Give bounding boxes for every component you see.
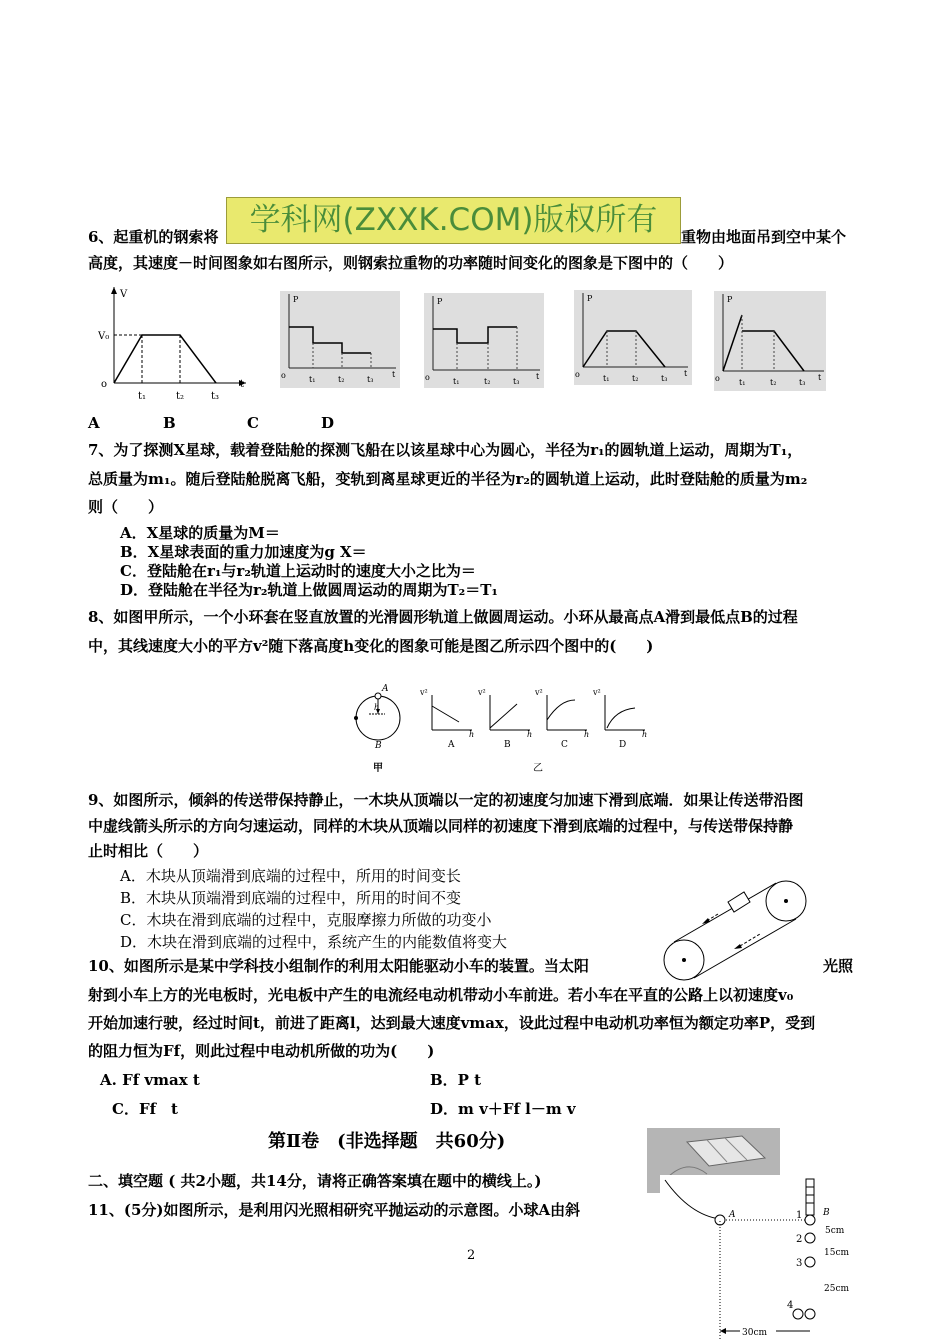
- svg-text:A: A: [729, 1210, 736, 1220]
- svg-text:v²: v²: [593, 688, 601, 697]
- q7-line3: 则（ ）: [88, 498, 164, 516]
- svg-text:t₂: t₂: [338, 375, 345, 384]
- svg-text:3: 3: [796, 1258, 803, 1269]
- q7-option-c: C．登陆舱在r₁与r₂轨道上运动时的速度大小之比为＝: [120, 562, 476, 580]
- svg-text:t₁: t₁: [453, 377, 460, 386]
- svg-text:2: 2: [796, 1234, 803, 1245]
- svg-text:t₁: t₁: [603, 374, 610, 383]
- q6-choice-b: B: [163, 414, 176, 432]
- q6-choice-d: D: [321, 414, 335, 432]
- svg-text:15cm: 15cm: [824, 1248, 850, 1258]
- q7-option-d: D．登陆舱在半径为r₂轨道上做圆周运动的周期为T₂＝T₁: [120, 581, 498, 599]
- q9-option-d: D．木块在滑到底端的过程中，系统产生的内能数值将变大: [120, 933, 508, 951]
- q10-option-c: C．Ff t: [112, 1100, 178, 1118]
- vt-v0: V₀: [98, 331, 110, 342]
- q10-line1-right: 光照: [823, 957, 854, 975]
- svg-text:h: h: [642, 730, 648, 739]
- vt-t1: t₁: [138, 391, 147, 402]
- svg-text:t₃: t₃: [367, 375, 374, 384]
- svg-text:t₁: t₁: [309, 375, 316, 384]
- vt-origin: o: [101, 379, 108, 390]
- page-number: 2: [467, 1248, 476, 1263]
- q9-line1: 9、如图所示，倾斜的传送带保持静止，一木块从顶端以一定的初速度匀加速下滑到底端．如果让传送带沿图: [88, 791, 804, 809]
- q6-line1-left: 6、起重机的钢索将: [88, 228, 219, 246]
- svg-text:P: P: [293, 295, 299, 304]
- q7-line2: 总质量为m₁。随后登陆舱脱离飞船，变轨到离星球更近的半径为r₂的圆轨道上运动，此时登陆舱的质量为m₂: [88, 470, 808, 488]
- q6-vt-graph: [98, 283, 250, 405]
- svg-text:B: B: [375, 741, 382, 751]
- vt-t3: t₃: [211, 391, 220, 402]
- q6-graph-d: [714, 291, 826, 391]
- svg-text:o: o: [281, 371, 286, 380]
- q6-graph-c: [574, 290, 692, 385]
- q11-line1: 11、(5分)如图所示，是利用闪光照相研究平抛运动的示意图。小球A由斜: [88, 1201, 581, 1219]
- q10-line4: 的阻力恒为Ff，则此过程中电动机所做的功为( ): [88, 1042, 435, 1060]
- svg-text:t: t: [818, 373, 822, 382]
- q9-option-b: B．木块从顶端滑到底端的过程中，所用的时间不变: [120, 889, 462, 907]
- q7-option-a: A．X星球的质量为M＝: [120, 524, 280, 542]
- q11-flash-figure: [660, 1175, 870, 1340]
- q9-line2: 中虚线箭头所示的方向匀速运动，同样的木块从顶端以同样的初速度下滑到底端的过程中，与传送带保持静: [88, 817, 794, 835]
- svg-text:25cm: 25cm: [824, 1284, 850, 1294]
- q9-line3: 止时相比（ ）: [88, 842, 209, 860]
- q6-line1-right: 重物由地面吊到空中某个: [681, 228, 847, 246]
- q8-graph-b: [477, 688, 532, 750]
- q7-line1: 7、为了探测X星球，载着登陆舱的探测飞船在以该星球中心为圆心，半径为r₁的圆轨道上运动，周期为T₁，: [88, 441, 803, 459]
- svg-text:h: h: [374, 703, 380, 712]
- q6-graph-a: [280, 291, 400, 388]
- svg-text:B: B: [504, 740, 511, 750]
- vt-xlabel: t: [240, 379, 245, 390]
- section2-heading: 二、填空题 ( 共2小题，共14分，请将正确答案填在题中的横线上。): [88, 1172, 542, 1190]
- q8-graph-d: [592, 688, 647, 750]
- svg-text:v²: v²: [478, 688, 486, 697]
- q6-choice-a: A: [88, 414, 100, 432]
- vt-ylabel: V: [120, 289, 128, 300]
- svg-text:甲: 甲: [373, 763, 383, 774]
- svg-text:4: 4: [787, 1300, 794, 1311]
- svg-text:t₃: t₃: [661, 374, 668, 383]
- q9-option-a: A．木块从顶端滑到底端的过程中，所用的时间变长: [120, 867, 461, 885]
- svg-text:1: 1: [796, 1210, 803, 1221]
- svg-text:h: h: [584, 730, 590, 739]
- q10-option-d: D．m v＋Ff l－m v: [430, 1100, 576, 1118]
- svg-text:h: h: [527, 730, 533, 739]
- svg-text:B: B: [823, 1208, 830, 1218]
- svg-text:o: o: [575, 370, 580, 379]
- q8-graph-a: [419, 688, 474, 750]
- q8-figure: [345, 680, 660, 776]
- svg-text:5cm: 5cm: [825, 1226, 845, 1236]
- q6-choice-c: C: [247, 414, 259, 432]
- svg-text:t₂: t₂: [484, 377, 491, 386]
- q9-option-c: C．木块在滑到底端的过程中，克服摩擦力所做的功变小: [120, 911, 492, 929]
- q9-conveyor-figure: [660, 876, 810, 986]
- q8-line1: 8、如图甲所示，一个小环套在竖直放置的光滑圆形轨道上做圆周运动。小环从最高点A滑到最低点B的过程: [88, 608, 798, 626]
- svg-text:t₂: t₂: [632, 374, 639, 383]
- q7-option-b: B．X星球表面的重力加速度为g X＝: [120, 543, 367, 561]
- svg-text:P: P: [727, 295, 733, 304]
- q10-option-a: A. Ff vmax t: [100, 1071, 200, 1089]
- q10-line3: 开始加速行驶，经过时间t，前进了距离l，达到最大速度vmax，设此过程中电动机功率恒为额定功率P，受到: [88, 1014, 816, 1032]
- svg-text:C: C: [561, 740, 568, 750]
- q10-line2: 射到小车上方的光电板时，光电板中产生的电流经电动机带动小车前进。若小车在平直的公路上以初速度v₀: [88, 986, 794, 1004]
- svg-text:t: t: [684, 369, 688, 378]
- svg-text:P: P: [587, 294, 593, 303]
- svg-text:t₃: t₃: [799, 378, 806, 387]
- q8-graph-c: [534, 688, 589, 750]
- svg-text:30cm: 30cm: [742, 1328, 768, 1338]
- svg-text:o: o: [425, 373, 430, 382]
- q8-line2: 中，其线速度大小的平方v²随下落高度h变化的图象可能是图乙所示四个图中的( ): [88, 637, 654, 655]
- q10-option-b: B．P t: [430, 1071, 482, 1089]
- vt-t2: t₂: [176, 391, 185, 402]
- svg-text:t: t: [392, 370, 396, 379]
- svg-text:D: D: [619, 740, 627, 750]
- svg-text:P: P: [437, 297, 443, 306]
- section2-title: 第Ⅱ卷 (非选择题 共60分): [268, 1131, 506, 1152]
- svg-text:t: t: [536, 372, 540, 381]
- svg-text:t₃: t₃: [513, 377, 520, 386]
- q10-line1-left: 10、如图所示是某中学科技小组制作的利用太阳能驱动小车的装置。当太阳: [88, 957, 589, 975]
- svg-text:乙: 乙: [533, 763, 543, 774]
- q6-graph-b: [424, 293, 544, 388]
- svg-text:h: h: [469, 730, 475, 739]
- watermark-banner: 学科网(ZXXK.COM)版权所有: [226, 197, 681, 244]
- svg-text:t₁: t₁: [739, 378, 746, 387]
- svg-text:v²: v²: [535, 688, 543, 697]
- svg-text:t₂: t₂: [770, 378, 777, 387]
- svg-text:A: A: [382, 684, 389, 694]
- svg-text:v²: v²: [420, 688, 428, 697]
- svg-text:o: o: [715, 374, 720, 383]
- svg-text:A: A: [448, 740, 455, 750]
- q6-line2: 高度，其速度－时间图象如右图所示，则钢索拉重物的功率随时间变化的图象是下图中的（ ）: [88, 254, 734, 272]
